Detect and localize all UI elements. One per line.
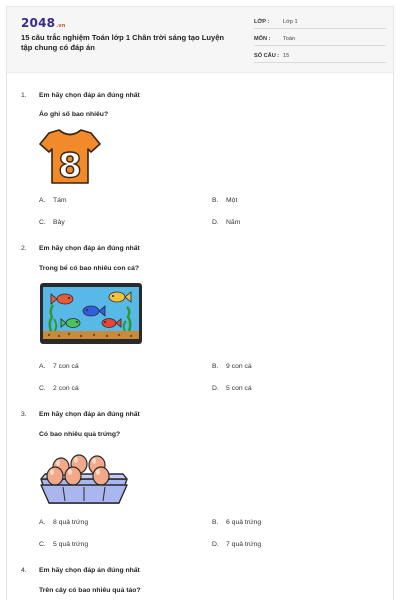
option-letter: D.	[212, 219, 219, 226]
option-text: Năm	[226, 219, 241, 226]
option-c[interactable]	[39, 541, 88, 548]
option-b[interactable]	[212, 519, 261, 526]
question-instruction: Em hãy chọn đáp án đúng nhất	[39, 567, 140, 574]
option-d[interactable]	[212, 219, 240, 226]
meta-key: SỐ CÂU :	[254, 52, 280, 59]
option-a[interactable]	[39, 363, 79, 370]
question-text: Trên cây có bao nhiêu quả táo?	[39, 587, 141, 594]
meta-row-count	[254, 49, 386, 63]
option-text: 7 quả trứng	[226, 541, 262, 548]
option-letter: D.	[212, 385, 219, 392]
option-d[interactable]	[212, 541, 261, 548]
option-letter: A.	[39, 519, 46, 526]
option-text: Một	[226, 197, 238, 204]
option-letter: C.	[39, 219, 46, 226]
option-letter: C.	[39, 385, 46, 392]
option-letter: A.	[39, 197, 46, 204]
option-text: 2 con cá	[53, 385, 79, 392]
worksheet-header	[7, 7, 393, 73]
logo-text: 2048	[21, 16, 56, 30]
meta-key: LỚP :	[254, 18, 270, 25]
logo-tld: .vn	[56, 23, 66, 29]
site-logo[interactable]	[21, 16, 66, 30]
orange-shirt-icon	[39, 127, 101, 185]
fish-tank-image	[39, 281, 143, 345]
egg-carton-image	[39, 449, 129, 509]
option-text: 6 quả trứng	[226, 519, 262, 526]
question-number: 2.	[21, 245, 27, 252]
option-text: 5 con cá	[226, 385, 252, 392]
question-text: Trong bể có bao nhiêu con cá?	[39, 265, 140, 272]
option-letter: B.	[212, 363, 219, 370]
option-c[interactable]	[39, 219, 65, 226]
option-text: 9 con cá	[226, 363, 252, 370]
option-text: 7 con cá	[53, 363, 79, 370]
question-number: 3.	[21, 411, 27, 418]
option-letter: A.	[39, 363, 46, 370]
meta-row-subject	[254, 32, 386, 46]
meta-value: Lớp 1	[283, 18, 298, 25]
question-number: 1.	[21, 92, 27, 99]
option-d[interactable]	[212, 385, 252, 392]
worksheet-meta	[254, 15, 386, 66]
meta-value: Toán	[283, 35, 296, 42]
option-text: Tám	[53, 197, 67, 204]
option-letter: B.	[212, 197, 219, 204]
meta-key: MÔN :	[254, 35, 271, 42]
question-instruction: Em hãy chọn đáp án đúng nhất	[39, 411, 140, 418]
option-text: Bảy	[53, 219, 65, 226]
option-text: 8 quả trứng	[53, 519, 89, 526]
shirt-image	[39, 127, 101, 185]
question-number: 4.	[21, 567, 27, 574]
option-b[interactable]	[212, 363, 252, 370]
option-a[interactable]	[39, 519, 88, 526]
option-a[interactable]	[39, 197, 67, 204]
option-letter: C.	[39, 541, 46, 548]
option-letter: B.	[212, 519, 219, 526]
option-text: 5 quả trứng	[53, 541, 89, 548]
option-b[interactable]	[212, 197, 237, 204]
meta-value: 15	[283, 52, 290, 59]
meta-row-class	[254, 15, 386, 29]
question-instruction: Em hãy chọn đáp án đúng nhất	[39, 92, 140, 99]
shirt-number: 8	[58, 146, 82, 185]
fish-tank-icon	[39, 281, 143, 345]
question-text: Áo ghi số bao nhiêu?	[39, 111, 109, 118]
question-instruction: Em hãy chọn đáp án đúng nhất	[39, 245, 140, 252]
worksheet-title: 15 câu trắc nghiệm Toán lớp 1 Chân trời sáng tạo Luyện tập chung có đáp án	[21, 33, 225, 52]
worksheet-page	[6, 6, 394, 600]
option-c[interactable]	[39, 385, 79, 392]
egg-carton-icon	[39, 449, 129, 509]
option-letter: D.	[212, 541, 219, 548]
question-text: Có bao nhiêu quả trứng?	[39, 431, 121, 438]
